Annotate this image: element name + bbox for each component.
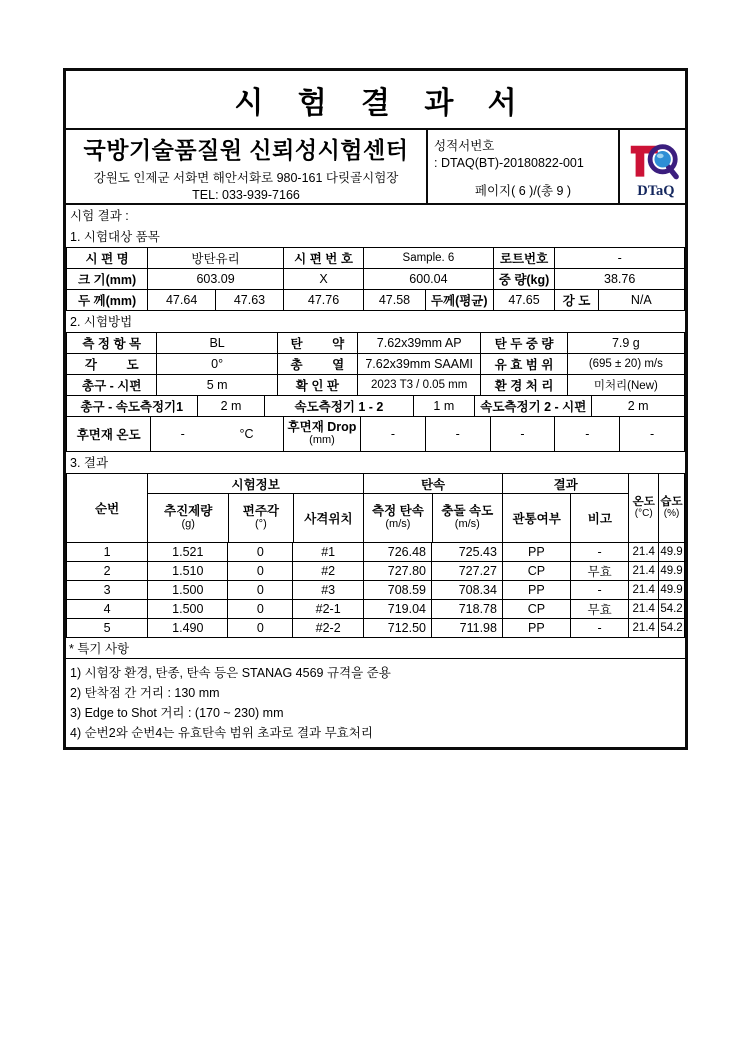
chrono2-specimen-value: 2 m: [591, 396, 684, 416]
org-name: 국방기술품질원 신뢰성시험센터: [83, 136, 409, 163]
group-result: [502, 474, 628, 542]
col-measured: 측정 탄속 (m/s): [372, 504, 424, 531]
backing-drop-unit: (mm): [309, 434, 335, 447]
angle-value: 0°: [156, 354, 276, 374]
col-propellant: 추진제량 (g): [164, 504, 213, 531]
lot-label: 로트번호: [493, 248, 555, 268]
specimen-no-label: 시 편 번 호: [283, 248, 363, 268]
report-number-label: 성적서번호: [434, 139, 495, 154]
notes-body: [66, 659, 685, 747]
section2-heading: 2. 시험방법: [70, 315, 133, 330]
thickness-avg: 47.65: [493, 290, 555, 310]
notes-heading: * 특기 사항: [66, 638, 685, 659]
group-result-label: 결과: [503, 474, 628, 494]
section1-heading: 1. 시험대상 품목: [70, 230, 160, 245]
bullet-mass-label: 탄 두 중 량: [480, 333, 566, 353]
note-line-1: 1) 시험장 환경, 탄종, 탄속 등은 STANAG 4569 규격을 준용: [70, 666, 391, 680]
strength-label: 강 도: [554, 290, 597, 310]
backing-drop-3: -: [490, 417, 555, 451]
backing-drop-2: -: [425, 417, 490, 451]
table-row: [67, 353, 684, 374]
table-row: [67, 289, 684, 310]
witness-value: 2023 T3 / 0.05 mm: [357, 375, 480, 395]
backing-temp-label: 후면재 온도: [76, 428, 141, 443]
logo-sphere: [654, 151, 670, 167]
witness-label: 확 인 판: [277, 375, 357, 395]
method-table: [66, 332, 685, 452]
result-label: 시험 결과 :: [70, 209, 129, 224]
col-temp: 온도 (°C): [628, 474, 658, 542]
muzzle-specimen-label: 총구 - 시편: [82, 379, 142, 394]
dtaq-logo: [618, 130, 685, 203]
backing-drop-5: -: [619, 417, 684, 451]
report-number-value: : DTAQ(BT)-20180822-001: [434, 156, 584, 171]
muzzle-chrono1-label: 총구 - 속도측정기1: [80, 400, 184, 415]
backing-temp-value: -: [180, 427, 185, 442]
page-info: 페이지( 6 )/(총 9 ): [474, 184, 572, 199]
size-width: 603.09: [147, 269, 283, 289]
thickness-3: 47.76: [283, 290, 363, 310]
org-info: [66, 130, 426, 203]
org-address: 강원도 인제군 서화면 해안서화로 980-161 다릿골시험장: [93, 170, 399, 185]
results-table: [66, 473, 685, 638]
result-row: 5 1.490 0 #2-2 712.50 711.98 PP - 21.4 54.2: [67, 618, 684, 637]
thickness-4: 47.58: [363, 290, 425, 310]
backing-drop-1: -: [360, 417, 425, 451]
bullet-mass-value: 7.9 g: [567, 333, 684, 353]
col-no: 순번: [95, 502, 120, 517]
muzzle-specimen-value: 5 m: [156, 375, 276, 395]
result-row: 3 1.500 0 #3 708.59 708.34 PP - 21.4 49.9: [67, 580, 684, 599]
valid-range-label: 유 효 범 위: [480, 354, 566, 374]
group-velocity: [363, 474, 502, 542]
specimen-name: 방탄유리: [147, 248, 283, 268]
group-velocity-label: 탄속: [364, 474, 502, 494]
result-row: 1 1.521 0 #1 726.48 725.43 PP - 21.4 49.9: [67, 542, 684, 561]
table-row: [67, 416, 684, 451]
report-number-cell: [426, 130, 618, 203]
muzzle-chrono1-value: 2 m: [197, 396, 265, 416]
note-line-3: 3) Edge to Shot 거리 : (170 ~ 230) mm: [70, 706, 284, 720]
col-yaw: 편주각 (°): [228, 494, 292, 542]
size-x: X: [283, 269, 363, 289]
ammo-value: 7.62x39mm AP: [357, 333, 480, 353]
backing-drop-4: -: [554, 417, 619, 451]
table-row: [67, 268, 684, 289]
item-value: BL: [156, 333, 276, 353]
section3-heading: 3. 결과: [70, 456, 109, 471]
document-frame: [63, 68, 688, 750]
chrono2-specimen-label: 속도측정기 2 - 시편: [474, 396, 591, 416]
note-line-2: 2) 탄착점 간 거리 : 130 mm: [70, 686, 220, 700]
backing-drop-label: 후면재 Drop: [287, 420, 357, 435]
title-box: [66, 71, 685, 130]
org-tel: TEL: 033-939-7166: [192, 187, 300, 202]
table-row: [67, 395, 684, 416]
result-row: 2 1.510 0 #2 727.80 727.27 CP 무효 21.4 49.9: [67, 561, 684, 580]
ammo-label: 탄 약: [277, 333, 357, 353]
strength-value: N/A: [598, 290, 684, 310]
dtaq-logo-icon: [624, 135, 682, 199]
col-perforation: 관통여부: [512, 512, 561, 527]
thickness-2: 47.63: [215, 290, 283, 310]
item-label: 측 정 항 목: [82, 337, 142, 352]
size-height: 600.04: [363, 269, 493, 289]
angle-label: 각 도: [84, 358, 139, 373]
table-row: [67, 248, 684, 268]
chrono12-value: 1 m: [413, 396, 475, 416]
col-humidity: 습도 (%): [658, 474, 684, 542]
results-header: [67, 474, 684, 542]
thickness-1: 47.64: [147, 290, 215, 310]
result-row: 4 1.500 0 #2-1 719.04 718.78 CP 무효 21.4 54.2: [67, 599, 684, 618]
col-position: 사격위치: [293, 494, 364, 542]
valid-range-value: (695 ± 20) m/s: [567, 354, 684, 374]
env-label: 환 경 처 리: [480, 375, 566, 395]
note-line-4: 4) 순번2와 순번4는 유효탄속 범위 초과로 결과 무효처리: [70, 726, 373, 740]
thickness-label: 두 께(mm): [78, 294, 137, 309]
chrono12-label: 속도측정기 1 - 2: [264, 396, 412, 416]
specimen-name-label: 시 편 명: [85, 252, 129, 267]
weight-value: 38.76: [554, 269, 684, 289]
document-header: [66, 130, 685, 205]
env-value: 미처리(New): [567, 375, 684, 395]
logo-text: DTaQ: [636, 182, 675, 199]
table-row: [67, 374, 684, 395]
table-row: [67, 333, 684, 353]
backing-drop-label-cell: [283, 417, 360, 451]
col-note: 비고: [570, 494, 628, 542]
barrel-label: 총 열: [277, 354, 357, 374]
backing-temp-cell: [150, 417, 283, 451]
specimen-table: [66, 247, 685, 311]
weight-label: 중 량(kg): [493, 269, 555, 289]
specimen-no: Sample. 6: [363, 248, 493, 268]
group-test-info-label: 시험정보: [148, 474, 363, 494]
backing-temp-unit: °C: [239, 427, 254, 442]
size-label: 크 기(mm): [78, 273, 137, 288]
col-impact: 충돌 속도 (m/s): [432, 494, 502, 542]
logo-sphere-highlight: [656, 153, 663, 158]
document-title: 시 험 결 과 서: [234, 86, 530, 120]
group-test-info: [147, 474, 363, 542]
logo-q-tail: [668, 167, 676, 177]
thickness-avg-label: 두께(평균): [425, 290, 493, 310]
lot-value: -: [554, 248, 684, 268]
barrel-value: 7.62x39mm SAAMI: [357, 354, 480, 374]
